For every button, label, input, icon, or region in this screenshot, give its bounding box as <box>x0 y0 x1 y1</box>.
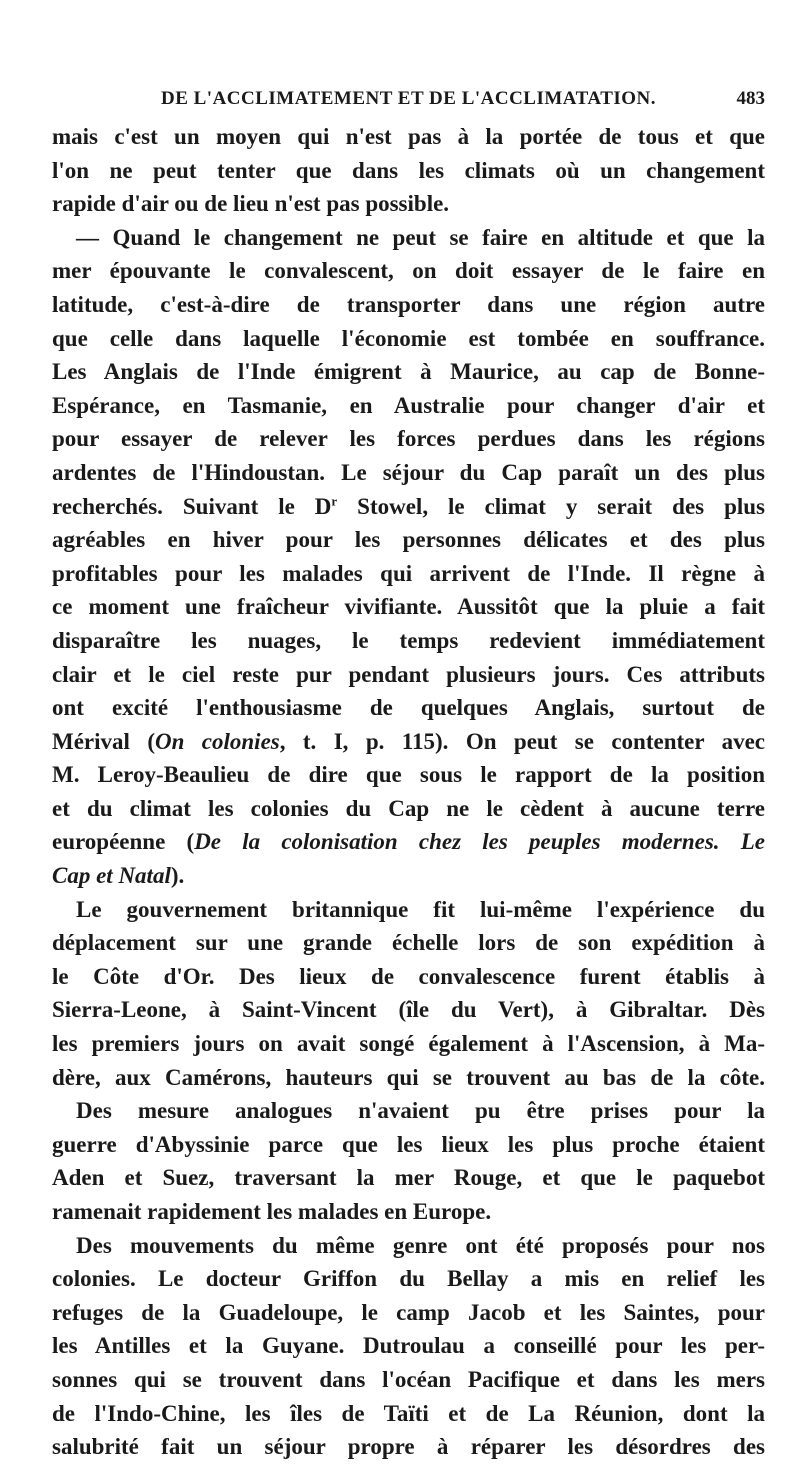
text-segment: , t. I, p. 115). On peut se contenter avec <box>279 728 765 754</box>
text-line: profitables pour les malades qui arrivent de l'Inde. Il règne à <box>52 560 765 586</box>
text-line: mais c'est un moyen qui n'est pas à la portée de tous et que <box>52 124 765 149</box>
text-line: Aden et Suez, traversant la mer Rouge, et que le paquebot <box>52 1165 765 1191</box>
text-line: latitude, c'est-à-dire de transporter dans une région autre <box>52 291 765 317</box>
italic-title: De la colonisation chez les peuples modernes. Le <box>194 829 765 855</box>
text-line: ramenait rapidement les malades en Europe. <box>52 1199 492 1224</box>
text-line: colonies. Le docteur Griffon du Bellay a mis en relief les <box>52 1266 765 1292</box>
text-line: déplacement sur une grande échelle lors de son expédition à <box>52 930 765 956</box>
text-line: Les Anglais de l'Inde émigrent à Maurice, au cap de Bonne- <box>52 359 765 385</box>
text-line: M. Leroy-Beaulieu de dire que sous le rapport de la position <box>52 762 765 788</box>
text-line: Espérance, en Tasmanie, en Australie pour changer d'air et <box>52 392 765 418</box>
text-line: — Quand le changement ne peut se faire en altitude et que la <box>76 224 765 250</box>
italic-title: On colonies <box>154 728 280 754</box>
text-line: ardentes de l'Hindoustan. Le séjour du Cap paraît un des plus <box>52 459 765 485</box>
text-segment: Mérival ( <box>52 728 155 754</box>
text-line: mer épouvante le convalescent, on doit essayer de le faire en <box>52 258 765 284</box>
text-line <box>52 825 765 859</box>
text-segment: recherchés. Suivant le D <box>52 493 332 519</box>
running-title: DE L'ACCLIMATEMENT ET DE L'ACCLIMATATION. <box>160 88 657 109</box>
text-segment: Stowel, le climat y serait des plus <box>337 493 765 519</box>
text-segment: européenne ( <box>52 829 195 855</box>
text-line: sonnes qui se trouvent dans l'océan Pacifique et dans les mers <box>52 1366 765 1392</box>
page-number: 483 <box>736 88 765 109</box>
text-segment: ). <box>170 863 185 889</box>
text-line: rapide d'air ou de lieu n'est pas possible. <box>52 191 450 217</box>
text-line: Des mesure analogues n'avaient pu être prises pour la <box>76 1098 765 1124</box>
running-head <box>52 88 765 112</box>
text-line: refuges de la Guadeloupe, le camp Jacob et les Saintes, pour <box>52 1299 765 1325</box>
text-line: clair et le ciel reste pur pendant plusieurs jours. Ces attributs <box>52 661 765 687</box>
text-line: les Antilles et la Guyane. Dutroulau a conseillé pour les per- <box>52 1333 765 1359</box>
text-line <box>52 490 765 524</box>
text-line: que celle dans laquelle l'économie est tombée en souffrance. <box>52 325 765 351</box>
text-line: les premiers jours on avait songé également à l'Ascension, à Ma- <box>52 1031 765 1057</box>
text-line: guerre d'Abyssinie parce que les lieux les plus proche étaient <box>52 1131 765 1157</box>
text-line: de l'Indo-Chine, les îles de Taïti et de La Réunion, dont la <box>52 1400 765 1426</box>
text-line: disparaître les nuages, le temps redevient immédiatement <box>52 627 765 653</box>
text-line <box>52 859 765 893</box>
text-line: Le gouvernement britannique fit lui-même l'expérience du <box>76 896 765 922</box>
text-line: pour essayer de relever les forces perdues dans les régions <box>52 426 765 452</box>
italic-title: Cap et Natal <box>52 863 171 889</box>
body-text <box>52 120 765 1464</box>
text-line <box>52 725 765 759</box>
text-line: et du climat les colonies du Cap ne le cèdent à aucune terre <box>52 795 765 821</box>
text-line: dère, aux Camérons, hauteurs qui se trouvent au bas de la côte. <box>52 1064 765 1090</box>
text-line: l'on ne peut tenter que dans les climats où un changement <box>52 157 765 183</box>
text-line: ce moment une fraîcheur vivifiante. Aussitôt que la pluie a fait <box>52 594 765 620</box>
superscript: r <box>331 492 338 508</box>
text-line: ont excité l'enthousiasme de quelques Anglais, surtout de <box>52 695 765 721</box>
text-line: Des mouvements du même genre ont été proposés pour nos <box>76 1232 765 1258</box>
text-line: salubrité fait un séjour propre à réparer les désordres des <box>52 1434 765 1460</box>
text-line: agréables en hiver pour les personnes délicates et des plus <box>52 527 765 553</box>
text-line: Sierra-Leone, à Saint-Vincent (île du Vert), à Gibraltar. Dès <box>52 997 765 1023</box>
text-line: le Côte d'Or. Des lieux de convalescence furent établis à <box>52 963 765 989</box>
